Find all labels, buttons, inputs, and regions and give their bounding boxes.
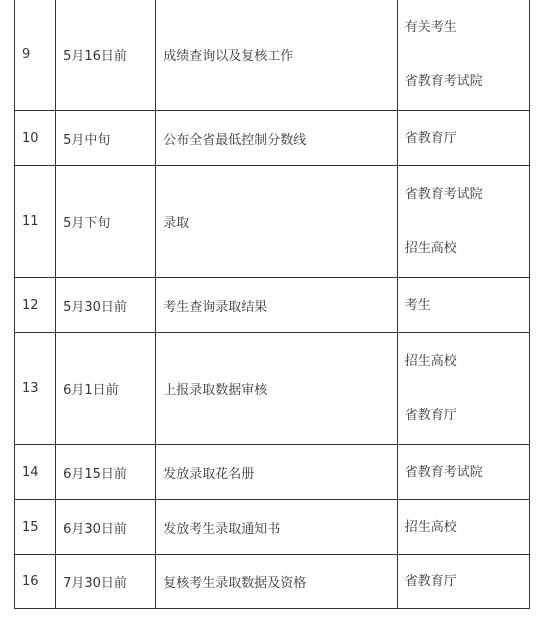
row-number: 13 bbox=[15, 333, 56, 445]
row-number: 14 bbox=[15, 445, 56, 500]
row-task: 考生查询录取结果 bbox=[156, 278, 397, 333]
responsible-party: 招生高校 bbox=[404, 241, 457, 256]
table-row bbox=[15, 278, 530, 333]
row-number: 15 bbox=[15, 500, 56, 555]
row-responsible bbox=[397, 445, 529, 500]
responsible-party: 省教育厅 bbox=[404, 408, 457, 423]
table-row bbox=[15, 555, 530, 609]
row-number: 11 bbox=[15, 166, 56, 278]
row-date: 5月30日前 bbox=[56, 278, 156, 333]
row-task: 成绩查询以及复核工作 bbox=[156, 0, 397, 111]
responsible-party: 省教育厅 bbox=[404, 574, 457, 589]
table-row bbox=[15, 500, 530, 555]
responsible-party: 招生高校 bbox=[404, 519, 457, 535]
row-date: 5月中旬 bbox=[56, 111, 156, 166]
table-row bbox=[15, 0, 530, 111]
row-responsible bbox=[397, 166, 529, 278]
row-task: 公布全省最低控制分数线 bbox=[156, 111, 397, 166]
row-task: 复核考生录取数据及资格 bbox=[156, 555, 397, 609]
schedule-table bbox=[14, 0, 530, 609]
row-date: 6月15日前 bbox=[56, 445, 156, 500]
responsible-party: 省教育考试院 bbox=[404, 74, 483, 89]
row-task: 发放录取花名册 bbox=[156, 445, 397, 500]
row-responsible bbox=[397, 0, 529, 111]
row-date: 5月下旬 bbox=[56, 166, 156, 278]
row-responsible bbox=[397, 500, 529, 555]
row-date: 7月30日前 bbox=[56, 555, 156, 609]
table-row bbox=[15, 166, 530, 278]
row-responsible bbox=[397, 111, 529, 166]
row-task: 上报录取数据审核 bbox=[156, 333, 397, 445]
table-row bbox=[15, 333, 530, 445]
row-number: 12 bbox=[15, 278, 56, 333]
row-date: 6月30日前 bbox=[56, 500, 156, 555]
row-task: 发放考生录取通知书 bbox=[156, 500, 397, 555]
responsible-party: 招生高校 bbox=[404, 354, 457, 369]
responsible-party: 考生 bbox=[404, 297, 431, 313]
row-date: 5月16日前 bbox=[56, 0, 156, 111]
row-responsible bbox=[397, 333, 529, 445]
row-number: 16 bbox=[15, 555, 56, 609]
table-row bbox=[15, 111, 530, 166]
responsible-party: 省教育考试院 bbox=[404, 464, 483, 480]
responsible-party: 有关考生 bbox=[404, 20, 457, 35]
row-number: 9 bbox=[15, 0, 56, 111]
table-row bbox=[15, 445, 530, 500]
responsible-party: 省教育厅 bbox=[404, 130, 457, 146]
row-date: 6月1日前 bbox=[56, 333, 156, 445]
row-number: 10 bbox=[15, 111, 56, 166]
row-task: 录取 bbox=[156, 166, 397, 278]
row-responsible bbox=[397, 555, 529, 609]
responsible-party: 省教育考试院 bbox=[404, 187, 483, 202]
row-responsible bbox=[397, 278, 529, 333]
